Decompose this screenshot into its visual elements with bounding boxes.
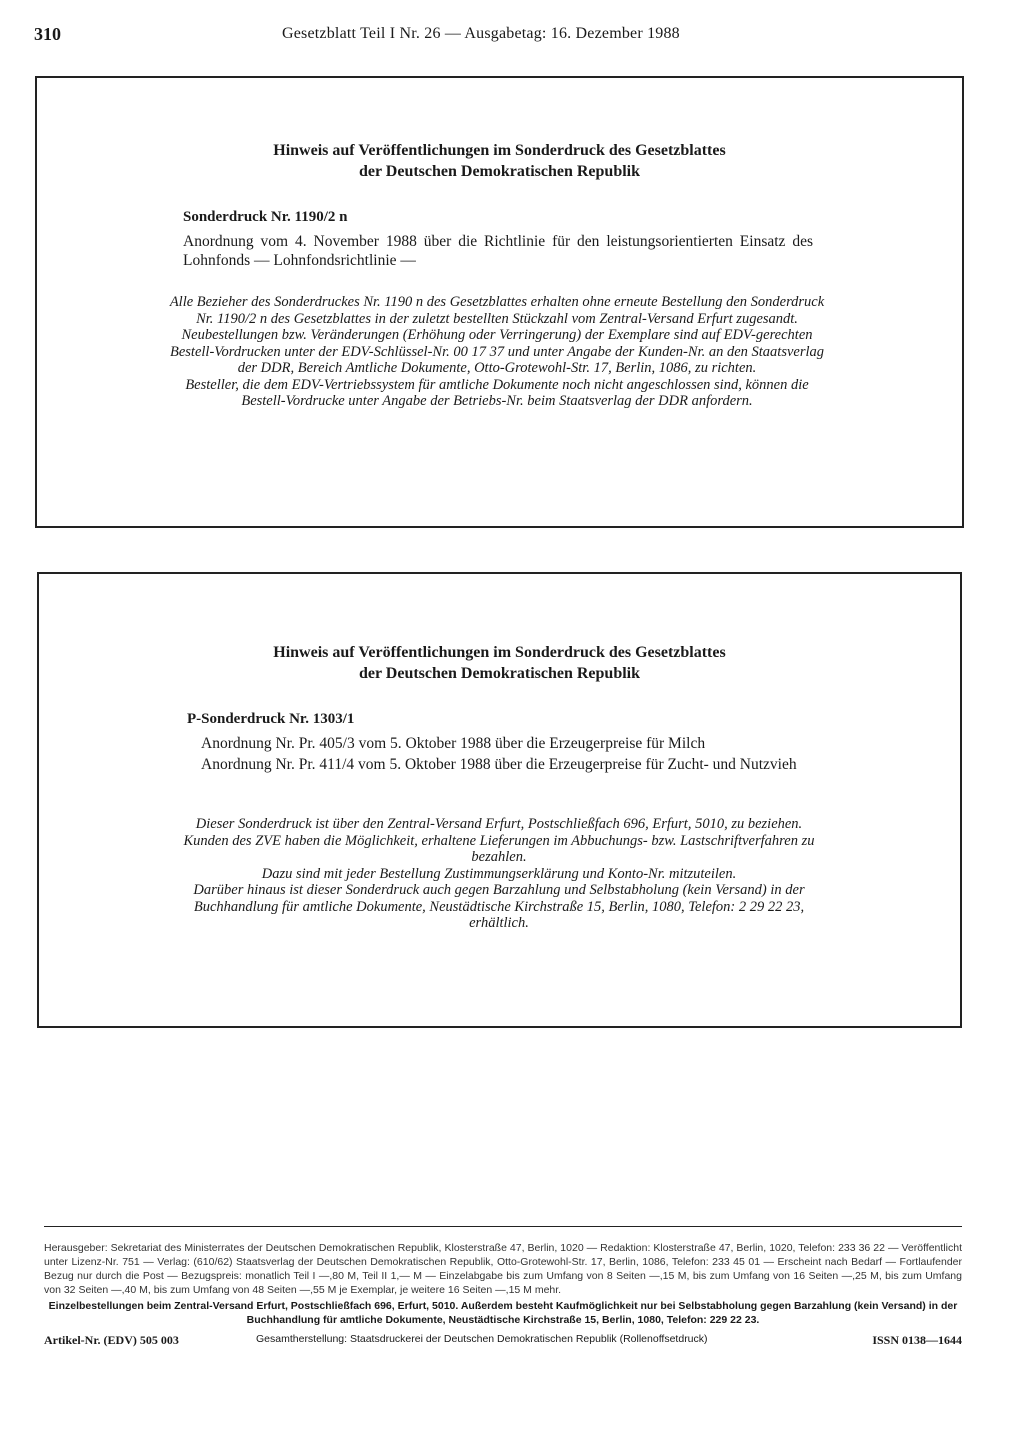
notice-2-title-line2: der Deutschen Demokratischen Republik — [358, 665, 641, 682]
notice-1-paragraph-3: Besteller, die dem EDV-Vertriebssystem für amtliche Dokumente noch nicht angeschlossen sind, können die Bestell-Vordrucke unter Angabe der Betriebs-Nr. beim Staatsverlag der DDR anfordern. — [185, 376, 809, 409]
notice-1-instructions — [167, 294, 827, 410]
notice-1-paragraph-1: Alle Bezieher des Sonderdruckes Nr. 1190 n des Gesetzblattes erhalten ohne erneute Bestellung den Sonderdruck Nr. 1190/2 n des Gesetzblattes in der zuletzt bestellten Stückzahl vom Zentral-Versand Erfurt zugesandt. — [169, 294, 825, 327]
notice-1-sonderdruck-number: Sonderdruck Nr. 1190/2 n — [183, 209, 348, 225]
issn: ISSN 0138—1644 — [872, 1333, 962, 1347]
notice-1-title — [37, 140, 962, 182]
notice-1-title-line1: Hinweis auf Veröffentlichungen im Sonderdruck des Gesetzblattes — [273, 142, 726, 159]
order-info: Einzelbestellungen beim Zentral-Versand Erfurt, Postschließfach 696, Erfurt, 5010. Außerdem besteht Kaufmöglichkeit nur bei Selbstabholung gegen Barzahlung (kein Versand) in der Buchhandlung für amtliche Dokumente, Neustädtische Kirchstraße 15, Berlin, 1080, Telefon: 229 22 23. — [48, 1300, 958, 1326]
production-info: Gesamtherstellung: Staatsdruckerei der Deutschen Demokratischen Republik (Rollenoffsetdruck) — [256, 1333, 708, 1345]
notice-box-2 — [37, 572, 962, 1028]
notice-1-title-line2: der Deutschen Demokratischen Republik — [358, 163, 641, 180]
notice-2-item-2: Anordnung Nr. Pr. 411/4 vom 5. Oktober 1988 über die Erzeugerpreise für Zucht- und Nutzvieh — [201, 756, 797, 773]
footer-bottom-line — [44, 1333, 962, 1351]
page-number: 310 — [34, 24, 61, 44]
notice-2-instructions — [169, 816, 829, 932]
notice-2-paragraph-4: Darüber hinaus ist dieser Sonderdruck auch gegen Barzahlung und Selbstabholung (kein Versand) in der Buchhandlung für amtliche Dokumente, Neustädtische Kirchstraße 15, Berlin, 1080, Telefon: 2 29 22 23, erhältlich. — [193, 882, 805, 931]
page-footer — [44, 1226, 962, 1351]
notice-1-body: Anordnung vom 4. November 1988 über die Richtlinie für den leistungsorientierten Einsatz des Lohnfonds — Lohnfondsrichtlinie — — [183, 233, 813, 269]
notice-2-title — [39, 642, 960, 684]
imprint: Herausgeber: Sekretariat des Ministerrates der Deutschen Demokratischen Republik, Klosterstraße 47, Berlin, 1020 — Redaktion: Klosterstraße 47, Berlin, 1020, Telefon: 233 36 22 — Veröffentlicht unter Lizenz-Nr. 751 — Verlag: (610/62) Staatsverlag der Deutschen Demokratischen Republik, Otto-Grotewohl-Str. 17, Berlin, 1086, Telefon: 233 45 01 — Erscheint nach Bedarf — Fortlaufender Bezug nur durch die Post — Bezugspreis: monatlich Teil I —,80 M, Teil II 1,— M — Einzelabgabe bis zum Umfang von 8 Seiten —,15 M, bis zum Umfang von 16 Seiten —,25 M, bis zum Umfang von 32 Seiten —,40 M, bis zum Umfang von 48 Seiten —,55 M je Exemplar, je weitere 16 Seiten —,15 M mehr. — [44, 1242, 962, 1296]
notice-2-paragraph-1: Dieser Sonderdruck ist über den Zentral-Versand Erfurt, Postschließfach 696, Erfurt, 5010, zu beziehen. — [195, 816, 803, 832]
notice-2-sonderdruck-number: P-Sonderdruck Nr. 1303/1 — [187, 711, 355, 727]
page-header — [34, 24, 994, 48]
header-title: Gesetzblatt Teil I Nr. 26 — Ausgabetag: 16. Dezember 1988 — [282, 25, 680, 42]
notice-2-title-line1: Hinweis auf Veröffentlichungen im Sonderdruck des Gesetzblattes — [273, 644, 726, 661]
notice-2-paragraph-3: Dazu sind mit jeder Bestellung Zustimmungserklärung und Konto-Nr. mitzuteilen. — [261, 865, 737, 882]
notice-2-paragraph-2: Kunden des ZVE haben die Möglichkeit, erhaltene Lieferungen im Abbuchungs- bzw. Lastschriftverfahren zu bezahlen. — [183, 832, 815, 865]
notice-box-1 — [35, 76, 964, 528]
notice-1-paragraph-2: Neubestellungen bzw. Veränderungen (Erhöhung oder Verringerung) der Exemplare sind auf EDV-gerechten Bestell-Vordrucken unter der EDV-Schlüssel-Nr. 00 17 37 und unter Angabe der Kunden-Nr. an den Staatsverlag der DDR, Bereich Amtliche Dokumente, Otto-Grotewohl-Str. 17, Berlin, 1086, zu richten. — [169, 327, 825, 376]
notice-2-item-1: Anordnung Nr. Pr. 405/3 vom 5. Oktober 1988 über die Erzeugerpreise für Milch — [201, 735, 706, 752]
article-number: Artikel-Nr. (EDV) 505 003 — [44, 1333, 179, 1347]
